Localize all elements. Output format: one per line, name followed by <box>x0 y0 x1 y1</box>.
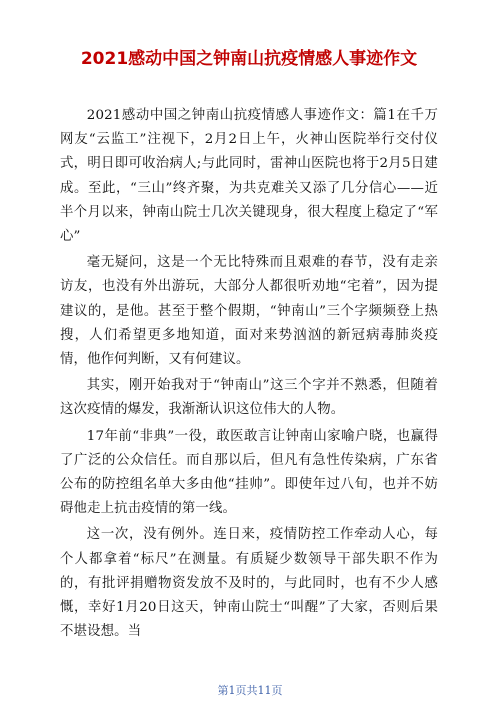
paragraph-1: 2021感动中国之钟南山抗疫情感人事迹作文：篇1在千万网友“云监工”注视下，2月2日上午，火神山医院举行交付仪式，明日即可收治病人;与此同时，雷神山医院也将于2月5日建成。至此，“三山”终齐聚，为共克难关又添了几分信心——近半个月以来，钟南山院士几次关键现身，很大程度上稳定了“军心” <box>60 108 438 245</box>
document-title: 2021感动中国之钟南山抗疫情感人事迹作文 <box>80 49 418 69</box>
page-number-footer: 第1页共11页 <box>217 684 283 697</box>
document-body <box>60 104 438 644</box>
paragraph-2: 毫无疑问，这是一个无比特殊而且艰难的春节，没有走亲访友，也没有外出游玩，大部分人都很听劝地“宅着”，因为提建议的，是他。甚至于整个假期，“钟南山”三个字频频登上热搜，人们希望更多地知道，面对来势汹汹的新冠病毒肺炎疫情，他作何判断，又有何建议。 <box>60 255 438 368</box>
paragraph-4: 17年前“非典”一役，敢医敢言让钟南山家喻户晓，也赢得了广泛的公众信任。而自那以后，但凡有急性传染病，广东省公布的防控组名单大多由他“挂帅”。即使年过八旬，也并不妨碍他走上抗击疫情的第一线。 <box>60 428 438 517</box>
paragraph-5: 这一次，没有例外。连日来，疫情防控工作牵动人心，每个人都拿着“标尺”在测量。有质疑少数领导干部失职不作为的，有批评捐赠物资发放不及时的，与此同时，也有不少人感慨，幸好1月20日这天，钟南山院士“叫醒”了大家，否则后果不堪设想。当 <box>60 527 438 640</box>
paragraph-3: 其实，刚开始我对于“钟南山”这三个字并不熟悉，但随着这次疫情的爆发，我渐渐认识这位伟大的人物。 <box>60 378 438 418</box>
